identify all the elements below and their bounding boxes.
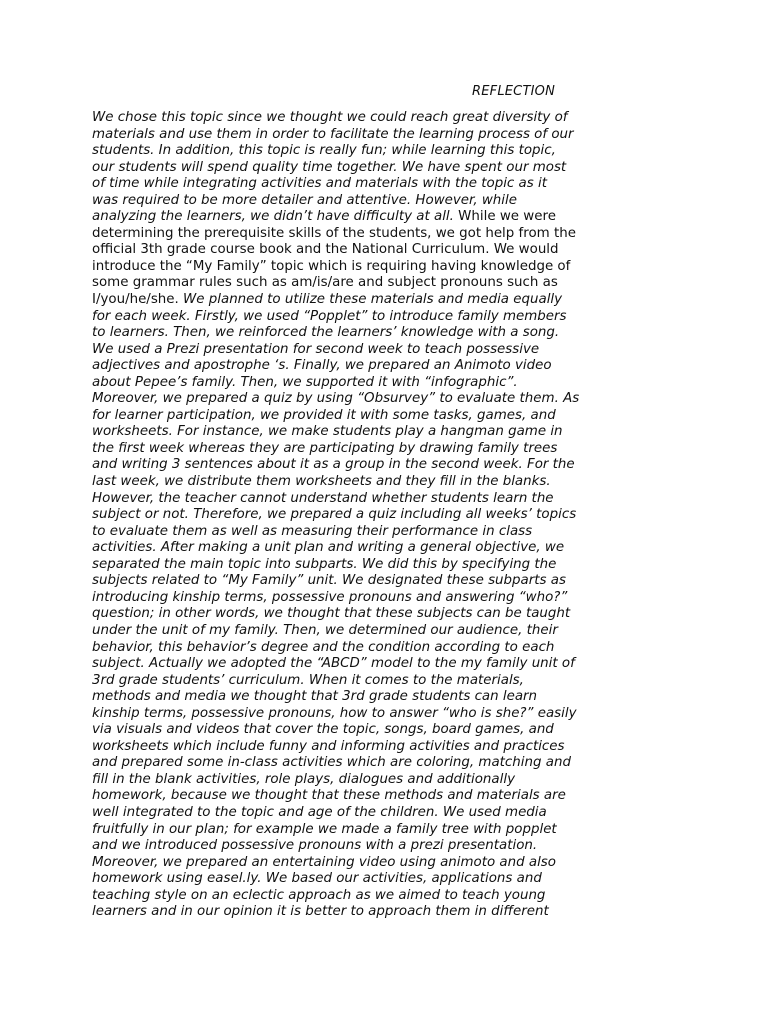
text-segment: materials and use them in order to facilitate the learning process of our: [92, 126, 574, 142]
text-segment: subjects related to “My Family” unit. We designated these subparts as: [92, 573, 566, 589]
text-line: [92, 772, 692, 789]
text-line: [92, 755, 692, 772]
text-line: [92, 209, 692, 226]
text-line: [92, 325, 692, 342]
text-segment: introducing kinship terms, possessive pronouns and answering “who?”: [92, 589, 568, 605]
text-segment: well integrated to the topic and age of the children. We used media: [92, 804, 547, 820]
text-segment: learners and in our opinion it is better to approach them in different: [92, 904, 549, 920]
text-line: [92, 788, 692, 805]
text-line: [92, 805, 692, 822]
text-segment: 3rd grade students’ curriculum. When it comes to the materials,: [92, 672, 524, 688]
text-segment: fruitfully in our plan; for example we made a family tree with popplet: [92, 821, 557, 837]
text-line: [92, 606, 692, 623]
text-segment: was required to be more detailer and attentive. However, while: [92, 192, 517, 208]
text-segment: While we were: [453, 209, 556, 225]
text-line: [92, 507, 692, 524]
text-segment: for each week. Firstly, we used “Popplet” to introduce family members: [92, 308, 567, 324]
text-segment: kinship terms, possessive pronouns, how to answer “who is she?” easily: [92, 705, 577, 721]
text-line: [92, 524, 692, 541]
text-segment: We used a Prezi presentation for second week to teach possessive: [92, 341, 540, 357]
text-line: [92, 110, 692, 127]
text-segment: subject. Actually we adopted the “ABCD” model to the my family unit of: [92, 656, 575, 672]
text-segment: We chose this topic since we thought we could reach great diversity of: [92, 110, 568, 125]
text-segment: last week, we distribute them worksheets and they fill in the blanks.: [92, 474, 551, 490]
text-line: [92, 656, 692, 673]
text-segment: of time while integrating activities and materials with the topic as it: [92, 176, 547, 192]
text-segment: activities. After making a unit plan and writing a general objective, we: [92, 540, 565, 556]
text-segment: to learners. Then, we reinforced the learners’ knowledge with a song.: [92, 325, 560, 341]
text-segment: and writing 3 sentences about it as a group in the second week. For the: [92, 457, 575, 473]
text-segment: for learner participation, we provided it with some tasks, games, and: [92, 407, 556, 423]
text-line: [92, 590, 692, 607]
text-line: [92, 640, 692, 657]
text-segment: some grammar rules such as am/is/are and subject pronouns such as: [92, 275, 558, 291]
text-segment: our students will spend quality time together. We have spent our most: [92, 159, 567, 175]
text-line: [92, 838, 692, 855]
text-line: [92, 689, 692, 706]
text-line: [92, 871, 692, 888]
text-segment: methods and media we thought that 3rd grade students can learn: [92, 689, 538, 705]
text-segment: worksheets. For instance, we make students play a hangman game in: [92, 424, 563, 440]
text-line: [92, 424, 692, 441]
text-line: [92, 259, 692, 276]
text-segment: about Pepee’s family. Then, we supported it with “infographic”.: [92, 374, 518, 390]
text-segment: subject or not. Therefore, we prepared a quiz including all weeks’ topics: [92, 507, 577, 523]
text-line: [92, 706, 692, 723]
text-segment: adjectives and apostrophe ‘s. Finally, we prepared an Animoto video: [92, 358, 552, 374]
text-line: [92, 391, 692, 408]
text-line: [92, 226, 692, 243]
text-segment: and prepared some in-class activities which are coloring, matching and: [92, 755, 571, 771]
text-line: [92, 309, 692, 326]
text-segment: to evaluate them as well as measuring their performance in class: [92, 523, 533, 539]
page-title: REFLECTION: [472, 84, 555, 99]
text-line: [92, 722, 692, 739]
text-line: [92, 888, 692, 905]
text-segment: homework, because we thought that these methods and materials are: [92, 788, 566, 804]
text-line: [92, 474, 692, 491]
text-line: [92, 408, 692, 425]
text-segment: via visuals and videos that cover the topic, songs, board games, and: [92, 722, 554, 738]
text-line: [92, 573, 692, 590]
text-segment: However, the teacher cannot understand whether students learn the: [92, 490, 554, 506]
text-line: [92, 822, 692, 839]
body-paragraph: [92, 110, 692, 921]
text-segment: determining the prerequisite skills of the students, we got help from the: [92, 225, 576, 241]
text-segment: homework using easel.ly. We based our activities, applications and: [92, 871, 542, 887]
text-segment: under the unit of my family. Then, we determined our audience, their: [92, 622, 558, 638]
text-segment: analyzing the learners, we didn’t have difficulty at all.: [92, 209, 454, 225]
text-segment: and we introduced possessive pronouns with a prezi presentation.: [92, 838, 538, 854]
text-line: [92, 623, 692, 640]
text-segment: official 3th grade course book and the National Curriculum. We would: [92, 242, 559, 258]
text-line: [92, 342, 692, 359]
text-line: [92, 176, 692, 193]
text-line: [92, 457, 692, 474]
text-line: [92, 491, 692, 508]
text-segment: introduce the “My Family” topic which is requiring having knowledge of: [92, 258, 571, 274]
text-segment: We planned to utilize these materials and media equally: [183, 292, 563, 308]
text-line: [92, 275, 692, 292]
text-line: [92, 441, 692, 458]
text-segment: behavior, this behavior’s degree and the condition according to each: [92, 639, 555, 655]
text-line: [92, 160, 692, 177]
text-line: [92, 193, 692, 210]
text-segment: worksheets which include funny and informing activities and practices: [92, 738, 565, 754]
text-segment: fill in the blank activities, role plays, dialogues and additionally: [92, 771, 515, 787]
text-line: [92, 242, 692, 259]
text-segment: Moreover, we prepared a quiz by using “Obsurvey” to evaluate them. As: [92, 391, 580, 407]
text-line: [92, 904, 692, 921]
text-segment: I/you/he/she.: [92, 292, 184, 308]
text-segment: separated the main topic into subparts. We did this by specifying the: [92, 556, 557, 572]
text-line: [92, 673, 692, 690]
text-segment: Moreover, we prepared an entertaining video using animoto and also: [92, 854, 556, 870]
text-line: [92, 739, 692, 756]
text-segment: question; in other words, we thought that these subjects can be taught: [92, 606, 571, 622]
text-line: [92, 540, 692, 557]
text-line: [92, 358, 692, 375]
text-line: [92, 855, 692, 872]
text-line: [92, 143, 692, 160]
text-segment: the first week whereas they are participating by drawing family trees: [92, 440, 558, 456]
text-line: [92, 292, 692, 309]
text-segment: students. In addition, this topic is really fun; while learning this topic,: [92, 143, 556, 159]
text-line: [92, 127, 692, 144]
text-segment: teaching style on an eclectic approach as we aimed to teach young: [92, 887, 546, 903]
text-line: [92, 557, 692, 574]
text-line: [92, 375, 692, 392]
